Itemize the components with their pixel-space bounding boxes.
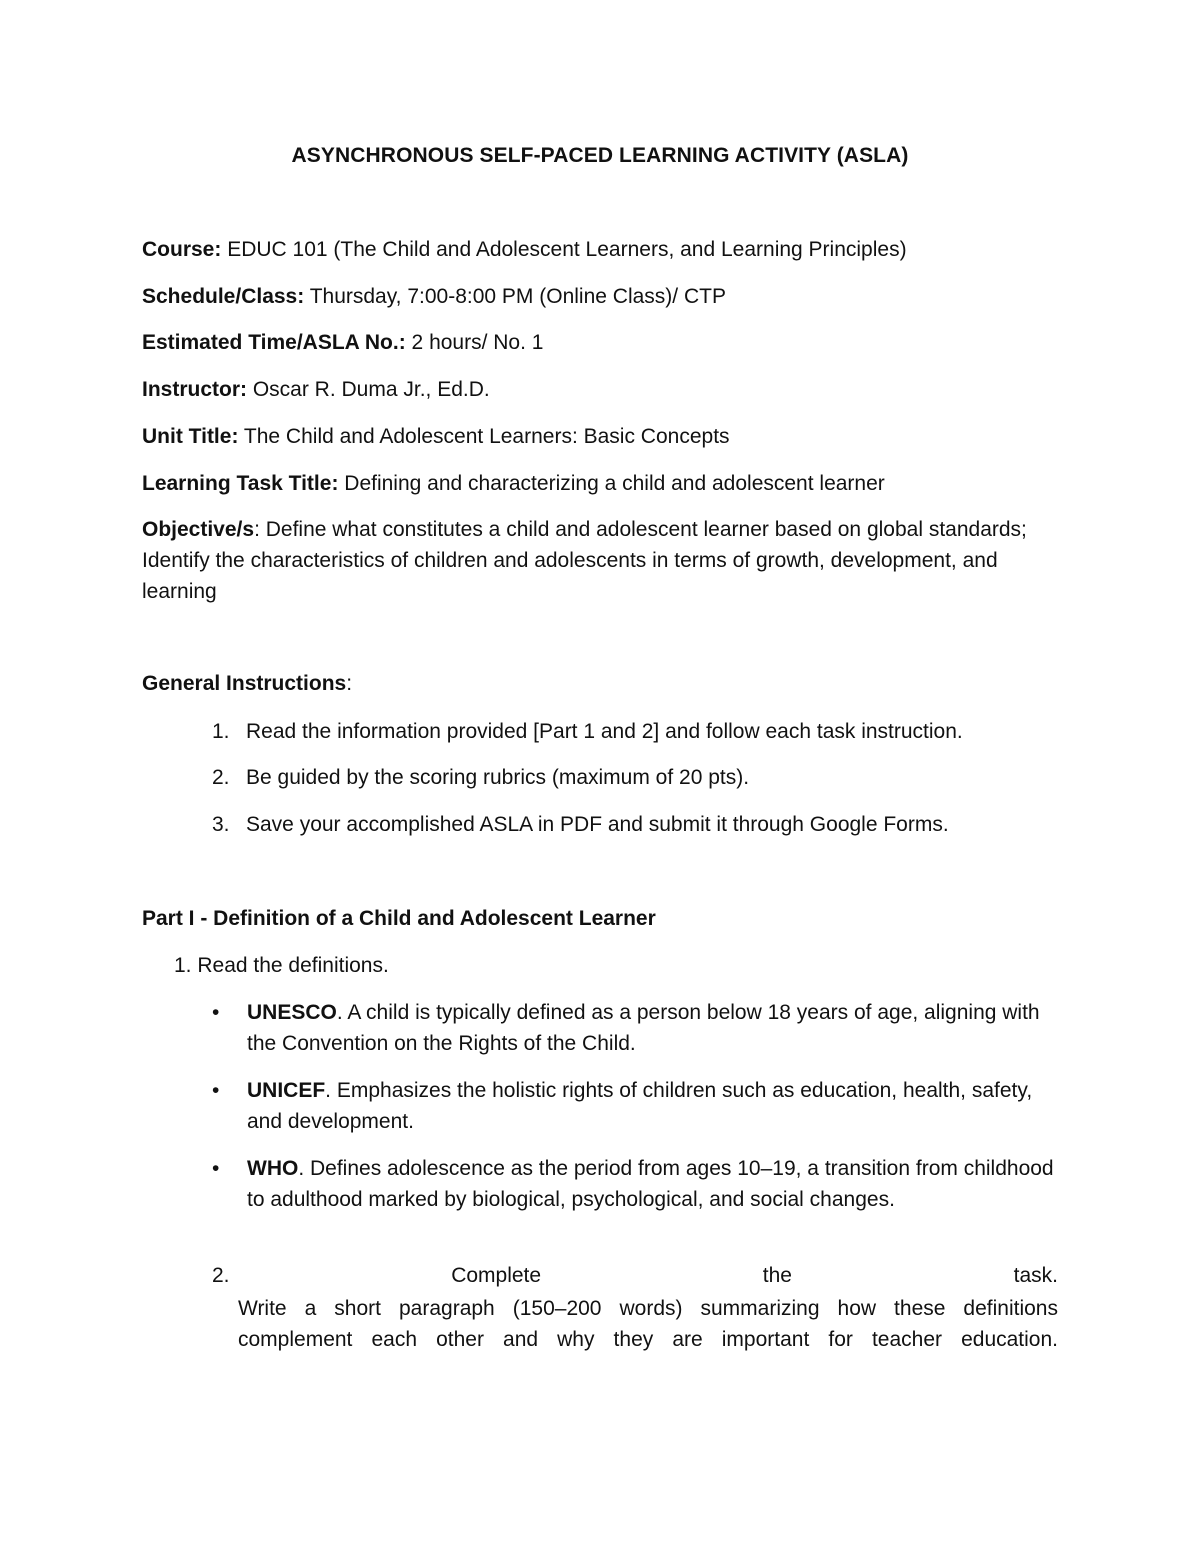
bullet-icon: •: [212, 1001, 220, 1024]
definition-term: UNICEF: [247, 1079, 326, 1102]
definition-item-unesco: [212, 997, 1062, 1059]
bullet-icon: •: [212, 1157, 220, 1180]
instruction-item: [212, 766, 1072, 790]
step2-word: task.: [1013, 1264, 1058, 1287]
instructor-field: [142, 374, 1062, 405]
step2-word: the: [762, 1264, 792, 1287]
definition-body: . Defines adolescence as the period from ages 10–19, a transition from childhood to adulthood marked by biological, psychological, and social changes.: [247, 1157, 1054, 1211]
instruction-text: Be guided by the scoring rubrics (maximum of 20 pts).: [246, 766, 750, 789]
learning-task-value: Defining and characterizing a child and adolescent learner: [338, 472, 885, 495]
instruction-number: 2.: [212, 766, 230, 789]
unit-title-label: Unit Title:: [142, 425, 239, 448]
definition-text: [247, 997, 1062, 1059]
time-label: Estimated Time/ASLA No.:: [142, 331, 406, 354]
definition-body: . A child is typically defined as a person below 18 years of age, aligning with the Convention on the Rights of the Child.: [247, 1001, 1040, 1055]
instruction-text: Read the information provided [Part 1 and 2] and follow each task instruction.: [246, 720, 963, 743]
definition-text: [247, 1075, 1062, 1137]
course-field: [142, 234, 1062, 265]
instruction-text: Save your accomplished ASLA in PDF and submit it through Google Forms.: [246, 813, 949, 836]
objectives-value: : Define what constitutes a child and adolescent learner based on global standards; Identify the characteristics of children and adolescents in terms of growth, development, and learning: [142, 518, 1027, 603]
step2-number: 2.: [212, 1264, 230, 1287]
part1-heading: Part I - Definition of a Child and Adolescent Learner: [142, 907, 656, 930]
general-instructions-title: General Instructions: [142, 672, 347, 695]
definition-body: . Emphasizes the holistic rights of children such as education, health, safety, and development.: [247, 1079, 1033, 1133]
step2-word: Complete: [451, 1264, 542, 1287]
part1-step2-body: Write a short paragraph (150–200 words) summarizing how these definitions complement each other and why they are important for teacher education.: [238, 1297, 1058, 1351]
general-instructions-colon: :: [346, 672, 353, 695]
instruction-item: [212, 813, 1072, 837]
objectives-field: [142, 514, 1042, 607]
unit-title-field: [142, 421, 1062, 452]
definition-term: UNESCO: [247, 1001, 337, 1024]
bullet-icon: •: [212, 1079, 220, 1102]
instruction-item: [212, 720, 1072, 744]
instructor-value: Oscar R. Duma Jr., Ed.D.: [247, 378, 490, 401]
learning-task-field: [142, 468, 1062, 499]
definition-item-who: [212, 1153, 1062, 1215]
instructor-label: Instructor:: [142, 378, 247, 401]
objectives-label: Objective/s: [142, 518, 255, 541]
instruction-number: 3.: [212, 813, 230, 836]
definition-text: [247, 1153, 1062, 1215]
document-title: ASYNCHRONOUS SELF-PACED LEARNING ACTIVITY (ASLA): [291, 144, 909, 167]
schedule-field: [142, 281, 1062, 312]
part1-step1: 1. Read the definitions.: [174, 954, 389, 977]
time-value: 2 hours/ No. 1: [405, 331, 544, 354]
schedule-value: Thursday, 7:00-8:00 PM (Online Class)/ CTP: [304, 285, 726, 308]
learning-task-label: Learning Task Title:: [142, 472, 339, 495]
instruction-number: 1.: [212, 720, 230, 743]
definition-term: WHO: [247, 1157, 299, 1180]
course-label: Course:: [142, 238, 222, 261]
schedule-label: Schedule/Class:: [142, 285, 305, 308]
unit-title-value: The Child and Adolescent Learners: Basic Concepts: [238, 425, 730, 448]
definition-item-unicef: [212, 1075, 1062, 1137]
time-field: [142, 327, 1062, 358]
general-instructions-heading: [142, 672, 352, 696]
part1-step2-heading: [212, 1264, 1058, 1288]
course-value: EDUC 101 (The Child and Adolescent Learners, and Learning Principles): [221, 238, 907, 261]
